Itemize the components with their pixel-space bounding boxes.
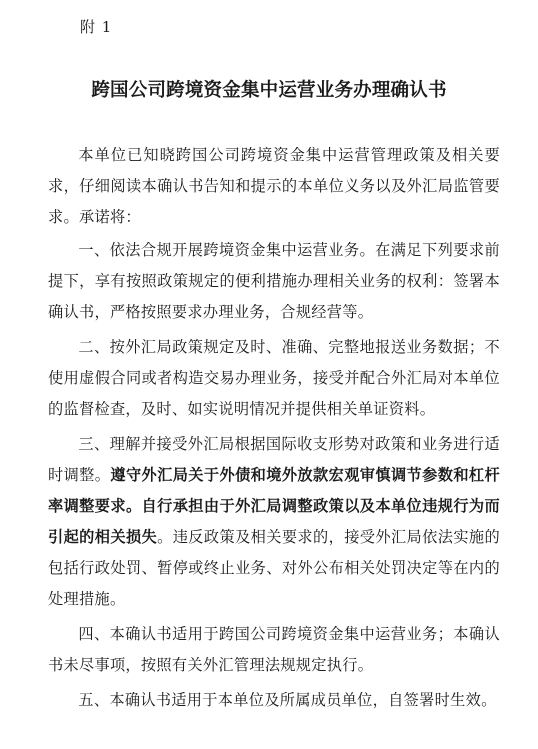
clause-3-text: 三、理解并接受外汇局根据国际收支形势对政策和业务进行适时调整。 [48, 435, 500, 484]
clause-3-bold-text: 遵守外汇局关于外债和境外放款宏观审慎调节参数和杠杆率调整要求。自行承担由于外汇局调整政策以及本单位违规行为而引起的相关损失 [48, 466, 500, 546]
annex-label: 附 1 [80, 18, 113, 36]
document-title: 跨国公司跨境资金集中运营业务办理确认书 [91, 80, 447, 101]
clause-5: 五、本确认书适用于本单位及所属成员单位，自签署时生效。 [78, 691, 497, 709]
clause-2: 二、按外汇局政策规定及时、准确、完整地报送业务数据；不使用虚假合同或者构造交易办理业务，接受并配合外汇局对本单位的监督检查，及时、如实说明情况并提供相关单证资料。 [48, 338, 500, 418]
clause-1: 一、依法合规开展跨境资金集中运营业务。在满足下列要求前提下，享有按照政策规定的便利措施办理相关业务的权利：签署本确认书，严格按照要求办理业务，合规经营等。 [48, 241, 500, 321]
clause-3-text-end: 。违反政策及相关要求的，接受外汇局依法实施的包括行政处罚、暂停或终止业务、对外公布相关处罚决定等在内的处理措施。 [48, 528, 500, 608]
document-body [48, 140, 500, 720]
clause-4: 四、本确认书适用于跨国公司跨境资金集中运营业务；本确认书未尽事项，按照有关外汇管理法规规定执行。 [48, 625, 500, 674]
intro-paragraph: 本单位已知晓跨国公司跨境资金集中运营管理政策及相关要求，仔细阅读本确认书告知和提示的本单位义务以及外汇局监管要求。承诺将： [48, 146, 500, 226]
clause-3 [48, 429, 500, 615]
